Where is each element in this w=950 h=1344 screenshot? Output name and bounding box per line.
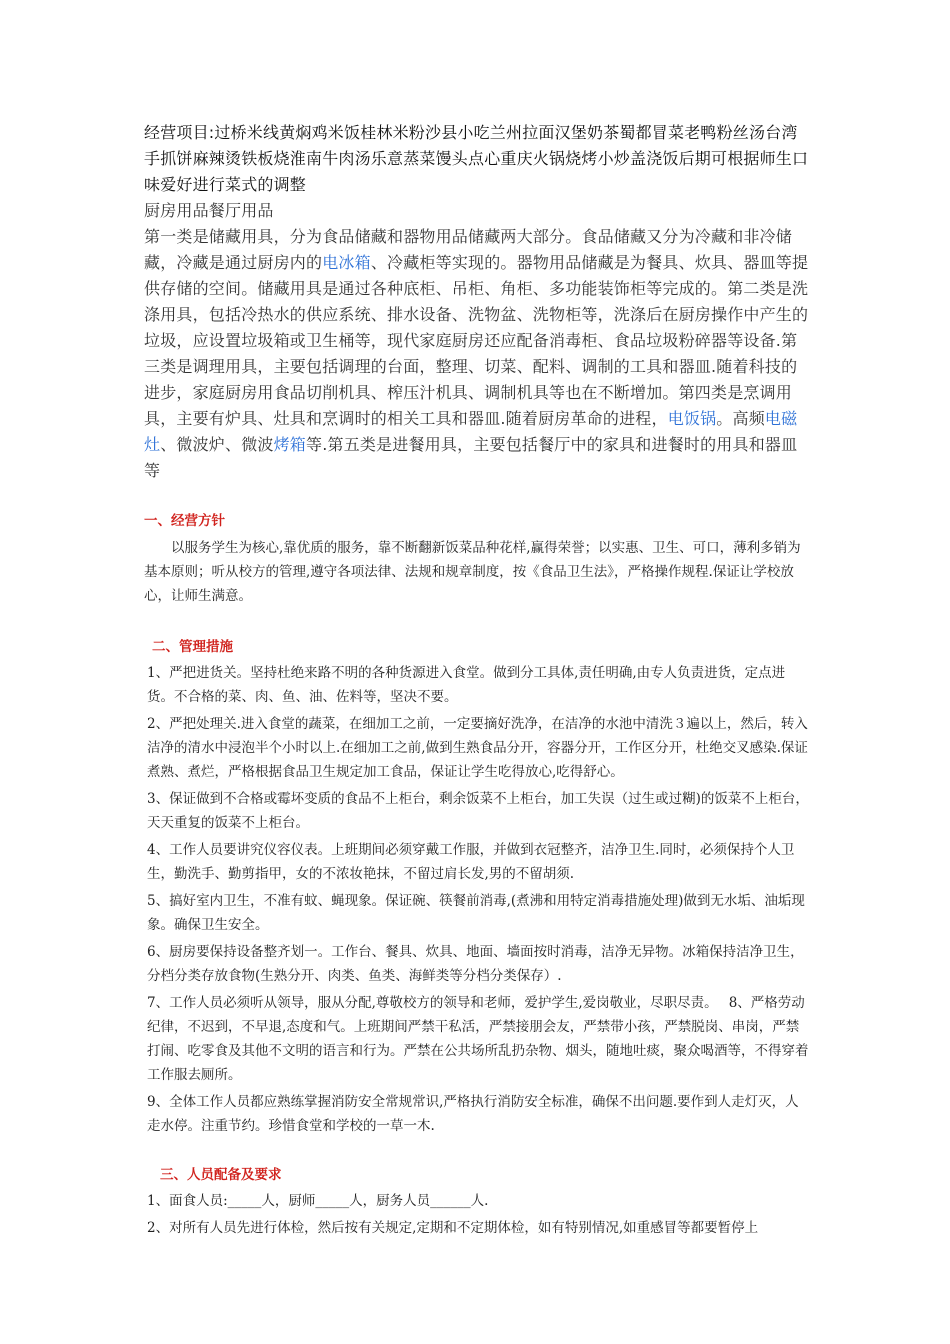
list-item: 4、工作人员要讲究仪容仪表。上班期间必须穿戴工作服，并做到衣冠整齐，洁净卫生.同时，必须保持个人卫生，勤洗手、勤剪指甲，女的不浓妆艳抹，不留过肩长发,男的不留胡须. [147, 842, 795, 882]
section-management [144, 636, 810, 1138]
list-item: 6、厨房要保持设备整齐划一。工作台、餐具、炊具、地面、墙面按时消毒，洁净无异物。冰箱保持洁净卫生，分档分类存放食物(生熟分开、肉类、鱼类、海鲜类等分档分类保存）. [147, 944, 804, 984]
paragraph-text: 等.第五类是进餐用具，主要包括餐厅中的家具和进餐时的用具和器皿等 [144, 435, 798, 480]
section-body: 以服务学生为核心,靠优质的服务，靠不断翻新饭菜品种花样,赢得荣誉；以实惠、卫生、可口，薄利多销为基本原则；听从校方的管理,遵守各项法律、法规和规章制度，按《食品卫生法》，严格操作规程.保证让学校放心，让师生满意。 [144, 540, 801, 604]
paragraph-text: 。高频 [716, 409, 765, 428]
list-item: 1、面食人员:_____人，厨师_____人，厨务人员______人. [147, 1193, 489, 1209]
paragraph-text: 、微波炉、微波 [160, 435, 274, 454]
management-list [144, 661, 810, 1138]
link-fridge[interactable]: 电冰箱 [322, 253, 371, 272]
document-page [144, 120, 810, 1243]
list-item: 7、工作人员必须听从领导，服从分配,尊敬校方的领导和老师，爱护学生,爱岗敬业，尽职尽责。 8、严格劳动纪律，不迟到，不早退,态度和气。上班期间严禁干私活，严禁接朋会友，严禁带小孩，严禁脱岗、串岗，严禁打闹、吃零食及其他不文明的语言和行为。严禁在公共场所乱扔杂物、烟头，随地吐痰，聚众喝酒等，不得穿着工作服去厕所。 [147, 995, 809, 1083]
kitchen-supplies-paragraph [144, 224, 810, 484]
staffing-list [144, 1189, 810, 1240]
list-item: 2、严把处理关.进入食堂的蔬菜，在细加工之前，一定要摘好洗净，在洁净的水池中清洗３遍以上，然后，转入洁净的清水中浸泡半个小时以上.在细加工之前,做到生熟食品分开，容器分开，工作区分开，杜绝交叉感染.保证煮熟、煮烂，严格根据食品卫生规定加工食品，保证让学生吃得放心,吃得舒心。 [147, 716, 808, 780]
list-item: 5、搞好室内卫生，不准有蚊、蝇现象。保证碗、筷餐前消毒,(煮沸和用特定消毒措施处理)做到无水垢、油垢现象。确保卫生安全。 [147, 893, 805, 933]
list-item: 2、对所有人员先进行体检，然后按有关规定,定期和不定期体检，如有特别情况,如重感冒等都要暂停上 [147, 1220, 759, 1236]
paragraph-text: 第一类是储藏用具，分为食品储藏和器物用品储藏两大部分。食品储藏又分为冷藏和非冷储藏，冷藏是通过厨房内的 [144, 227, 793, 272]
intro-block [144, 120, 810, 484]
section-title: 三、人员配备及要求 [160, 1167, 282, 1183]
list-item: 1、严把进货关。坚持杜绝来路不明的各种货源进入食堂。做到分工具体,责任明确,由专人负责进货，定点进货。不合格的菜、肉、鱼、油、佐料等，坚决不要。 [147, 665, 786, 705]
link-rice-cooker[interactable]: 电饭锅 [667, 409, 717, 428]
business-items-paragraph: 经营项目:过桥米线黄焖鸡米饭桂林米粉沙县小吃兰州拉面汉堡奶茶蜀都冒菜老鸭粉丝汤台湾手抓饼麻辣烫铁板烧淮南牛肉汤乐意蒸菜馒头点心重庆火锅烧烤小炒盖浇饭后期可根据师生口味爱好进行菜式的调整 [144, 123, 809, 194]
section-title: 二、管理措施 [152, 639, 233, 655]
section-title: 一、经营方针 [144, 513, 225, 529]
paragraph-text: 、冷藏柜等实现的。器物用品储藏是为餐具、炊具、器皿等提供存储的空间。储藏用具是通过各种底柜、吊柜、角柜、多功能装饰柜等完成的。第二类是洗涤用具，包括冷热水的供应系统、排水设备、洗物盆、洗物柜等，洗涤后在厨房操作中产生的垃圾，应设置垃圾箱或卫生桶等，现代家庭厨房还应配备消毒柜、食品垃圾粉碎器等设备.第三类是调理用具，主要包括调理的台面，整理、切菜、配料、调制的工具和器皿.随着科技的进步，家庭厨房用食品切削机具、榨压汁机具、调制机具等也在不断增加。第四类是烹调用具，主要有炉具、灶具和烹调时的相关工具和器皿.随着厨房革命的进程， [144, 253, 809, 428]
link-induction-cooker[interactable]: 电磁灶 [144, 409, 798, 454]
link-oven[interactable]: 烤箱 [273, 435, 307, 454]
list-item: 3、保证做到不合格或霉坏变质的食品不上柜台，剩余饭菜不上柜台，加工失误（过生或过糊)的饭菜不上柜台，天天重复的饭菜不上柜台。 [147, 791, 809, 831]
list-item: 9、全体工作人员都应熟练掌握消防安全常规常识,严格执行消防安全标准，确保不出问题.要作到人走灯灭，人走水停。注重节约。珍惜食堂和学校的一草一木. [147, 1094, 799, 1134]
section-staffing [144, 1164, 810, 1240]
intro-subtitle: 厨房用品餐厅用品 [144, 201, 274, 220]
section-policy [144, 510, 810, 608]
